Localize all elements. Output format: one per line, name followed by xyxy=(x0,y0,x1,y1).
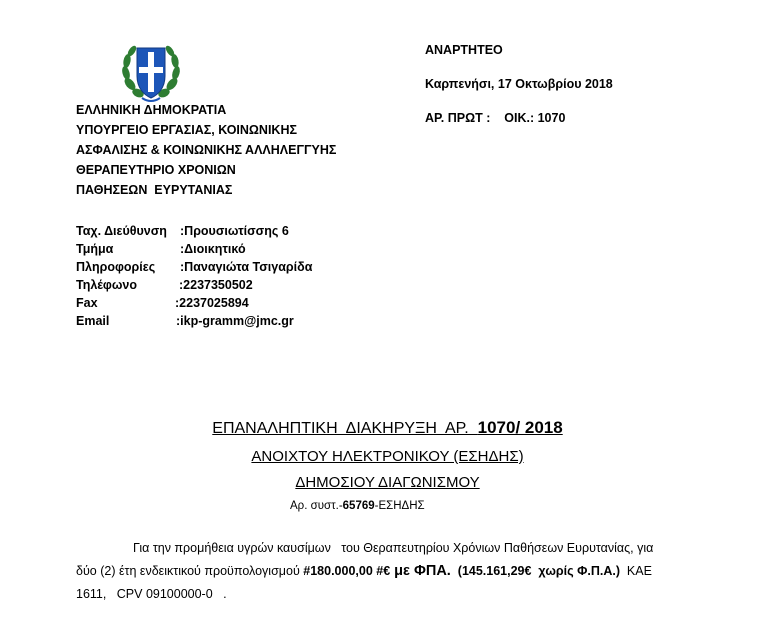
body-line-2 xyxy=(76,560,652,583)
contact-value: :2237025894 xyxy=(175,296,249,310)
header-line: ΑΣΦΑΛΙΣΗΣ & ΚΟΙΝΩΝΙΚΗΣ ΑΛΛΗΛΕΓΓΥΗΣ xyxy=(76,143,337,157)
header-line: ΥΠΟΥΡΓΕΙΟ ΕΡΓΑΣΙΑΣ, ΚΟΙΝΩΝΙΚΗΣ xyxy=(76,123,297,137)
system-number xyxy=(290,500,425,512)
protocol-number: ΑΡ. ΠΡΩΤ : ΟΙΚ.: 1070 xyxy=(425,111,566,125)
notice-subtitle xyxy=(0,448,775,466)
contact-value: :2237350502 xyxy=(179,278,253,292)
body-text-a: δύο (2) έτη ενδεικτικού προϋπολογισμού xyxy=(76,564,304,578)
contact-label: Fax xyxy=(76,296,98,310)
posting-label: ΑΝΑΡΤΗΤΕΟ xyxy=(425,43,503,57)
contact-value: :Προυσιωτίσσης 6 xyxy=(180,224,289,238)
notice-subtitle-2 xyxy=(0,474,775,492)
contact-info xyxy=(76,224,376,334)
notice-title-prefix: ΕΠΑΝΑΛΗΠΤΙΚΗ ΔΙΑΚΗΡΥΞΗ ΑΡ. xyxy=(212,420,478,437)
contact-label: Τμήμα xyxy=(76,242,114,256)
system-number-prefix: Αρ. συστ.- xyxy=(290,500,343,512)
issuer-header xyxy=(76,100,336,200)
greek-coat-of-arms-icon xyxy=(118,40,184,104)
contact-value: :Διοικητικό xyxy=(180,242,246,256)
notice-subtitle-2-text: ΔΗΜΟΣΙΟΥ ΔΙΑΓΩΝΙΣΜΟΥ xyxy=(295,474,480,491)
body-line-1: Για την προμήθεια υγρών καυσίμων του Θεραπευτηρίου Χρόνιων Παθήσεων Ευρυτανίας, για xyxy=(133,541,654,555)
vat-included: με ΦΠΑ. xyxy=(390,563,451,579)
header-line: ΘΕΡΑΠΕΥΤΗΡΙΟ ΧΡΟΝΙΩΝ xyxy=(76,163,236,177)
body-line-3: 1611, CPV 09100000-0 . xyxy=(76,587,227,601)
contact-label: Τηλέφωνο xyxy=(76,278,138,292)
notice-title-number: 1070/ 2018 xyxy=(477,418,563,437)
place-date: Καρπενήσι, 17 Οκτωβρίου 2018 xyxy=(425,77,613,91)
budget-amount: #180.000,00 #€ xyxy=(303,564,391,578)
amount-without-vat: (145.161,29€ χωρίς Φ.Π.Α.) xyxy=(450,564,620,578)
system-number-suffix: -ΕΣΗΔΗΣ xyxy=(374,500,425,512)
notice-title xyxy=(0,418,775,438)
contact-value: :ikp-gramm@jmc.gr xyxy=(176,314,294,328)
contact-label: Email xyxy=(76,314,110,328)
kae-label: ΚΑΕ xyxy=(619,564,652,578)
contact-label: Πληροφορίες xyxy=(76,260,156,274)
contact-label: Ταχ. Διεύθυνση xyxy=(76,224,167,238)
header-line: ΕΛΛΗΝΙΚΗ ΔΗΜΟΚΡΑΤΙΑ xyxy=(76,103,227,117)
notice-subtitle-text: ΑΝΟΙΧΤΟΥ ΗΛΕΚΤΡΟΝΙΚΟΥ (ΕΣΗΔΗΣ) xyxy=(251,448,524,465)
system-number-value: 65769 xyxy=(342,500,375,512)
header-line: ΠΑΘΗΣΕΩΝ ΕΥΡΥΤΑΝΙΑΣ xyxy=(76,183,233,197)
contact-value: :Παναγιώτα Τσιγαρίδα xyxy=(180,260,313,274)
